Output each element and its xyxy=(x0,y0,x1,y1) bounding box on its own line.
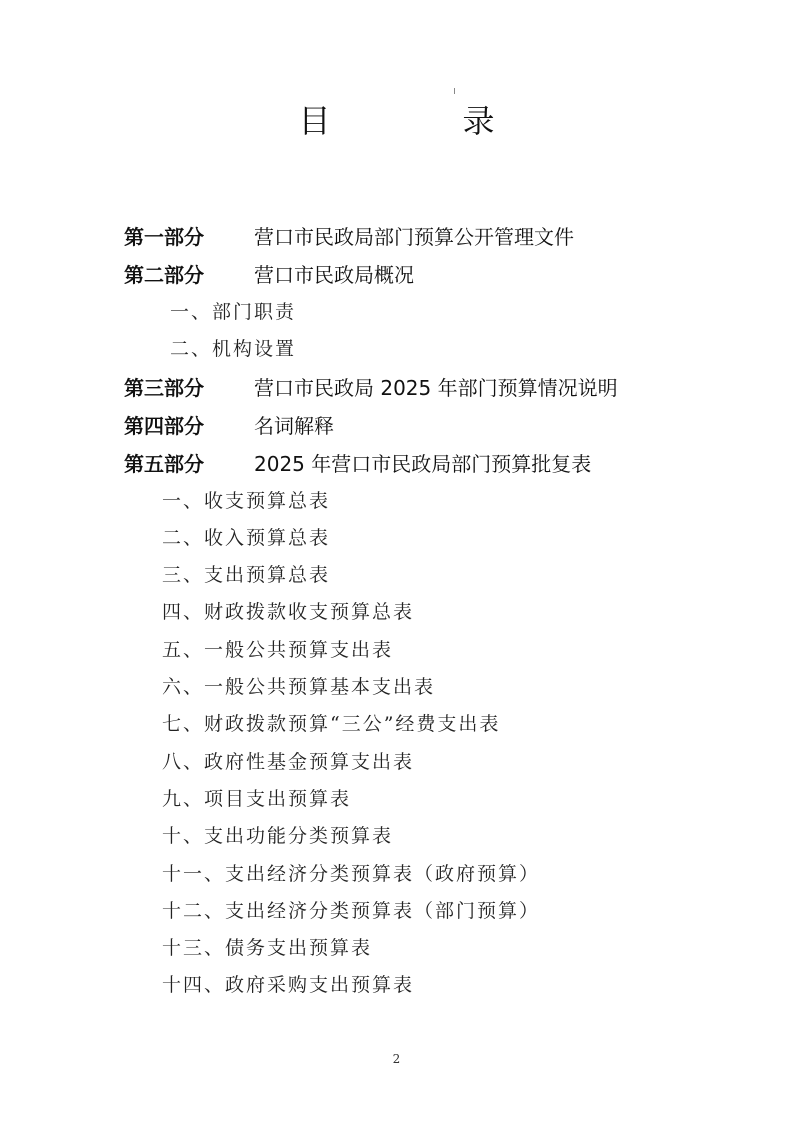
toc-subitem: 四、财政拨款收支预算总表 xyxy=(162,601,415,624)
toc-subitem: 十一、支出经济分类预算表（政府预算） xyxy=(162,862,541,885)
toc-part-4 xyxy=(0,407,793,445)
toc-subitem: 八、政府性基金预算支出表 xyxy=(162,750,415,773)
part-label: 第一部分 xyxy=(124,225,204,249)
page-number: 2 xyxy=(392,1052,401,1066)
toc-part-2 xyxy=(0,256,793,294)
part-label: 第二部分 xyxy=(124,263,204,287)
toc-subitem: 十四、政府采购支出预算表 xyxy=(162,974,415,997)
toc-part-5 xyxy=(0,445,793,483)
part-title: 营口市民政局部门预算公开管理文件 xyxy=(254,225,574,249)
toc-part-3 xyxy=(0,369,793,407)
part-label: 第五部分 xyxy=(124,451,204,476)
toc-subitem: 九、项目支出预算表 xyxy=(162,787,352,810)
part-title: 2025 年营口市民政局部门预算批复表 xyxy=(254,451,592,476)
part-label: 第三部分 xyxy=(124,375,204,400)
part-label: 第四部分 xyxy=(124,413,204,438)
toc-subitem: 六、一般公共预算基本支出表 xyxy=(162,676,436,699)
part-title: 名词解释 xyxy=(254,413,334,438)
toc-subitem: 二、机构设置 xyxy=(170,338,297,361)
table-of-contents xyxy=(0,218,793,1005)
toc-subitem: 十、支出功能分类预算表 xyxy=(162,825,394,848)
scan-mark xyxy=(454,88,455,94)
toc-subitem: 七、财政拨款预算“三公”经费支出表 xyxy=(162,713,501,736)
toc-part-1 xyxy=(0,218,793,256)
toc-subitem: 二、收入预算总表 xyxy=(162,526,331,549)
toc-subitem: 十三、债务支出预算表 xyxy=(162,937,373,960)
part-title: 营口市民政局 2025 年部门预算情况说明 xyxy=(254,375,618,400)
toc-subitem: 三、支出预算总表 xyxy=(162,564,331,587)
toc-subitem: 五、一般公共预算支出表 xyxy=(162,638,394,661)
page-title: 目 录 xyxy=(298,102,545,140)
toc-subitem: 十二、支出经济分类预算表（部门预算） xyxy=(162,899,541,922)
toc-subitem: 一、部门职责 xyxy=(170,301,297,323)
part-title: 营口市民政局概况 xyxy=(254,263,414,287)
toc-subitem: 一、收支预算总表 xyxy=(162,489,331,512)
